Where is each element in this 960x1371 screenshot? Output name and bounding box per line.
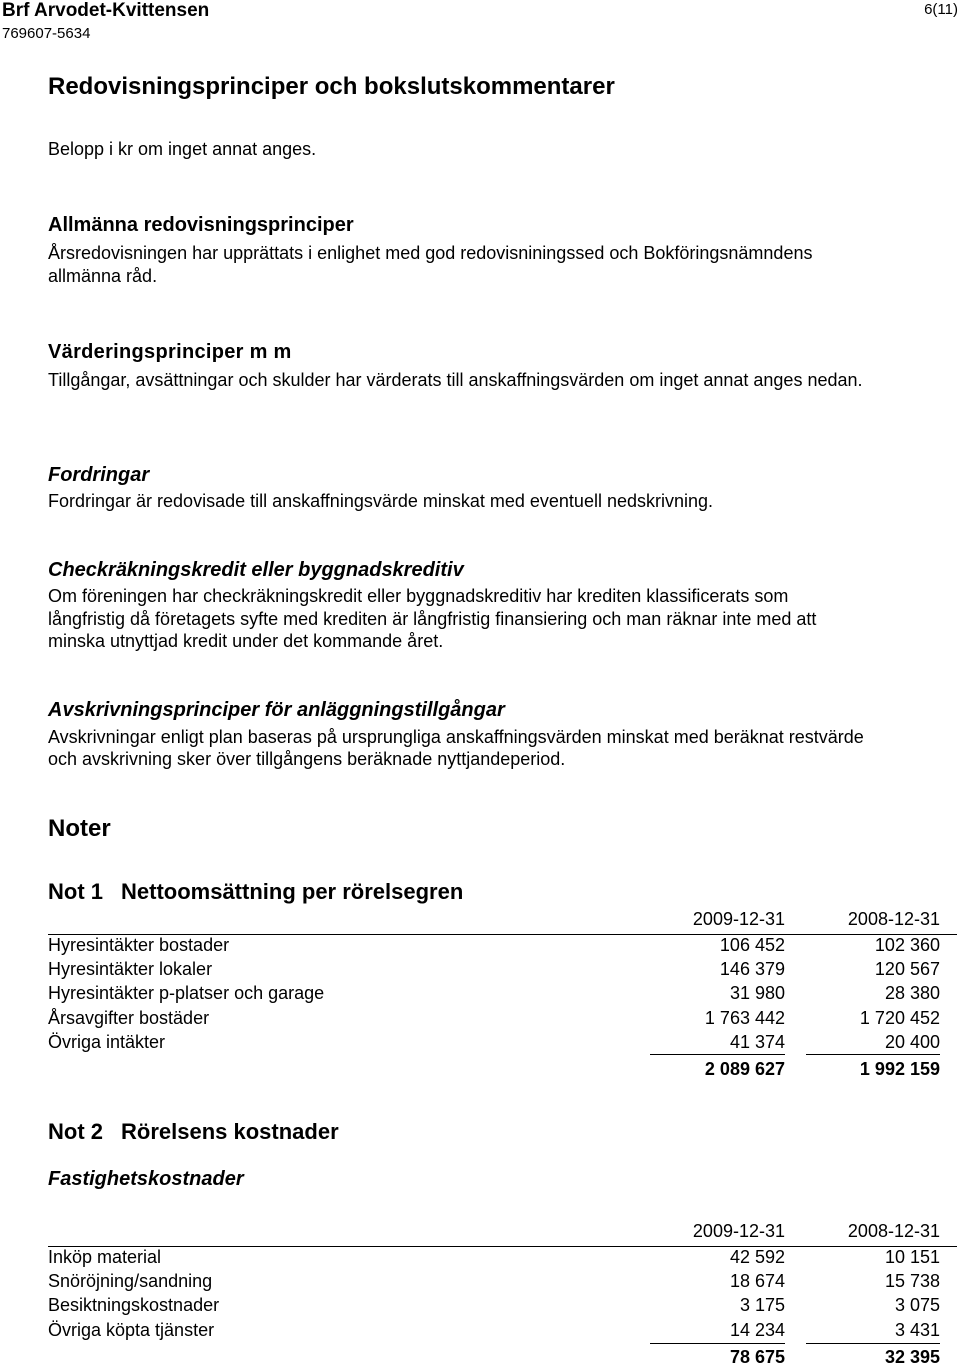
- section-text-avskrivning-1: Avskrivningar enligt plan baseras på ursprungliga anskaffningsvärden minskat med beräknat restvärde: [48, 727, 864, 747]
- note2-col2-header: 2008-12-31: [847, 1221, 940, 1241]
- table-row: [48, 1032, 957, 1056]
- organization-name: Brf Arvodet-Kvittensen: [2, 0, 210, 21]
- note1-number: Not 1: [48, 879, 103, 904]
- note1-total-row: [48, 1059, 957, 1083]
- note2-table-header: [48, 1221, 957, 1245]
- row-value-2008: 28 380: [884, 983, 940, 1004]
- row-value-2008: 120 567: [874, 959, 940, 980]
- note2-col1-header: 2009-12-31: [692, 1221, 785, 1241]
- row-value-2008: 20 400: [884, 1031, 940, 1052]
- row-label: Hyresintäkter p-platser och garage: [48, 983, 325, 1004]
- note1-title: [48, 879, 463, 905]
- note1-table-header: [48, 909, 957, 933]
- table-row: [48, 935, 957, 959]
- note1-sum-rule-2008: [806, 1054, 940, 1055]
- row-label: Hyresintäkter lokaler: [48, 959, 213, 980]
- total-2009: 78 675: [729, 1347, 785, 1367]
- note1-title-text: Nettoomsättning per rörelsegren: [121, 879, 464, 904]
- section-heading-avskrivning: Avskrivningsprinciper för anläggningstillgångar: [48, 699, 505, 721]
- row-value-2009: 3 175: [739, 1295, 785, 1316]
- note1-table: [48, 909, 957, 1079]
- table-row: [48, 1247, 957, 1271]
- table-row: [48, 959, 957, 983]
- row-value-2008: 1 720 452: [859, 1007, 940, 1028]
- section-heading-fordringar: Fordringar: [48, 464, 150, 486]
- row-value-2008: 102 360: [874, 935, 940, 955]
- section-heading-checkrakning: Checkräkningskredit eller byggnadskreditiv: [48, 559, 464, 581]
- row-value-2009: 18 674: [729, 1271, 785, 1292]
- table-row: [48, 1320, 957, 1344]
- note1-col2-header: 2008-12-31: [847, 909, 940, 929]
- section-text-checkrakning-2: långfristig då företagets syfte med krediten är långfristig finansiering och man räknar inte med att: [48, 609, 817, 629]
- note2-title-text: Rörelsens kostnader: [121, 1119, 339, 1144]
- row-value-2008: 10 151: [884, 1247, 940, 1267]
- row-label: Hyresintäkter bostader: [48, 935, 230, 955]
- row-value-2009: 42 592: [729, 1247, 785, 1267]
- row-value-2008: 15 738: [884, 1271, 940, 1292]
- total-2009: 2 089 627: [704, 1059, 785, 1079]
- table-row: [48, 983, 957, 1007]
- row-label: Övriga intäkter: [48, 1031, 166, 1052]
- organization-number: 769607-5634: [2, 25, 91, 42]
- notes-heading: Noter: [48, 815, 111, 842]
- table-row: [48, 1295, 957, 1319]
- section-text-allmanna-2: allmänna råd.: [48, 266, 158, 286]
- note2-table: [48, 1221, 957, 1367]
- row-value-2009: 106 452: [719, 935, 785, 955]
- table-row: [48, 1271, 957, 1295]
- total-2008: 32 395: [884, 1347, 940, 1367]
- section-text-checkrakning-1: Om föreningen har checkräkningskredit eller byggnadskreditiv har krediten klassificerats som: [48, 586, 789, 606]
- row-label: Inköp material: [48, 1247, 162, 1267]
- note1-col1-header: 2009-12-31: [692, 909, 785, 929]
- section-heading-allmanna: Allmänna redovisningsprinciper: [48, 214, 354, 236]
- note2-sum-rule-2009: [650, 1343, 785, 1344]
- note2-title: [48, 1119, 339, 1145]
- section-text-fordringar: Fordringar är redovisade till anskaffningsvärde minskat med eventuell nedskrivning.: [48, 491, 714, 511]
- row-value-2009: 41 374: [729, 1031, 785, 1052]
- total-2008: 1 992 159: [859, 1059, 940, 1079]
- section-heading-vardering: Värderingsprinciper m m: [48, 341, 292, 363]
- row-value-2008: 3 075: [894, 1295, 940, 1316]
- row-label: Besiktningskostnader: [48, 1295, 220, 1316]
- page-number: 6(11): [924, 1, 958, 18]
- row-value-2008: 3 431: [894, 1319, 940, 1340]
- section-text-checkrakning-3: minska utnyttjad kredit under det kommande året.: [48, 631, 444, 651]
- page-title: Redovisningsprinciper och bokslutskommentarer: [48, 73, 615, 100]
- row-label: Övriga köpta tjänster: [48, 1319, 215, 1340]
- note2-number: Not 2: [48, 1119, 103, 1144]
- note2-sum-rule-2008: [806, 1343, 940, 1344]
- intro-text: Belopp i kr om inget annat anges.: [48, 139, 317, 159]
- row-label: Årsavgifter bostäder: [48, 1007, 210, 1028]
- row-label: Snöröjning/sandning: [48, 1271, 213, 1292]
- table-row: [48, 1008, 957, 1032]
- section-text-vardering: Tillgångar, avsättningar och skulder har värderats till anskaffningsvärden om inget annat anges nedan.: [48, 370, 863, 390]
- note2-total-row: [48, 1347, 957, 1371]
- row-value-2009: 31 980: [729, 983, 785, 1004]
- note2-subheading: Fastighetskostnader: [48, 1168, 244, 1190]
- note1-sum-rule-2009: [650, 1054, 785, 1055]
- section-text-avskrivning-2: och avskrivning sker över tillgångens beräknade nyttjandeperiod.: [48, 749, 566, 769]
- section-text-allmanna-1: Årsredovisningen har upprättats i enlighet med god redovisniningssed och Bokföringsnämndens: [48, 243, 813, 263]
- row-value-2009: 146 379: [719, 959, 785, 980]
- row-value-2009: 14 234: [729, 1319, 785, 1340]
- row-value-2009: 1 763 442: [704, 1007, 785, 1028]
